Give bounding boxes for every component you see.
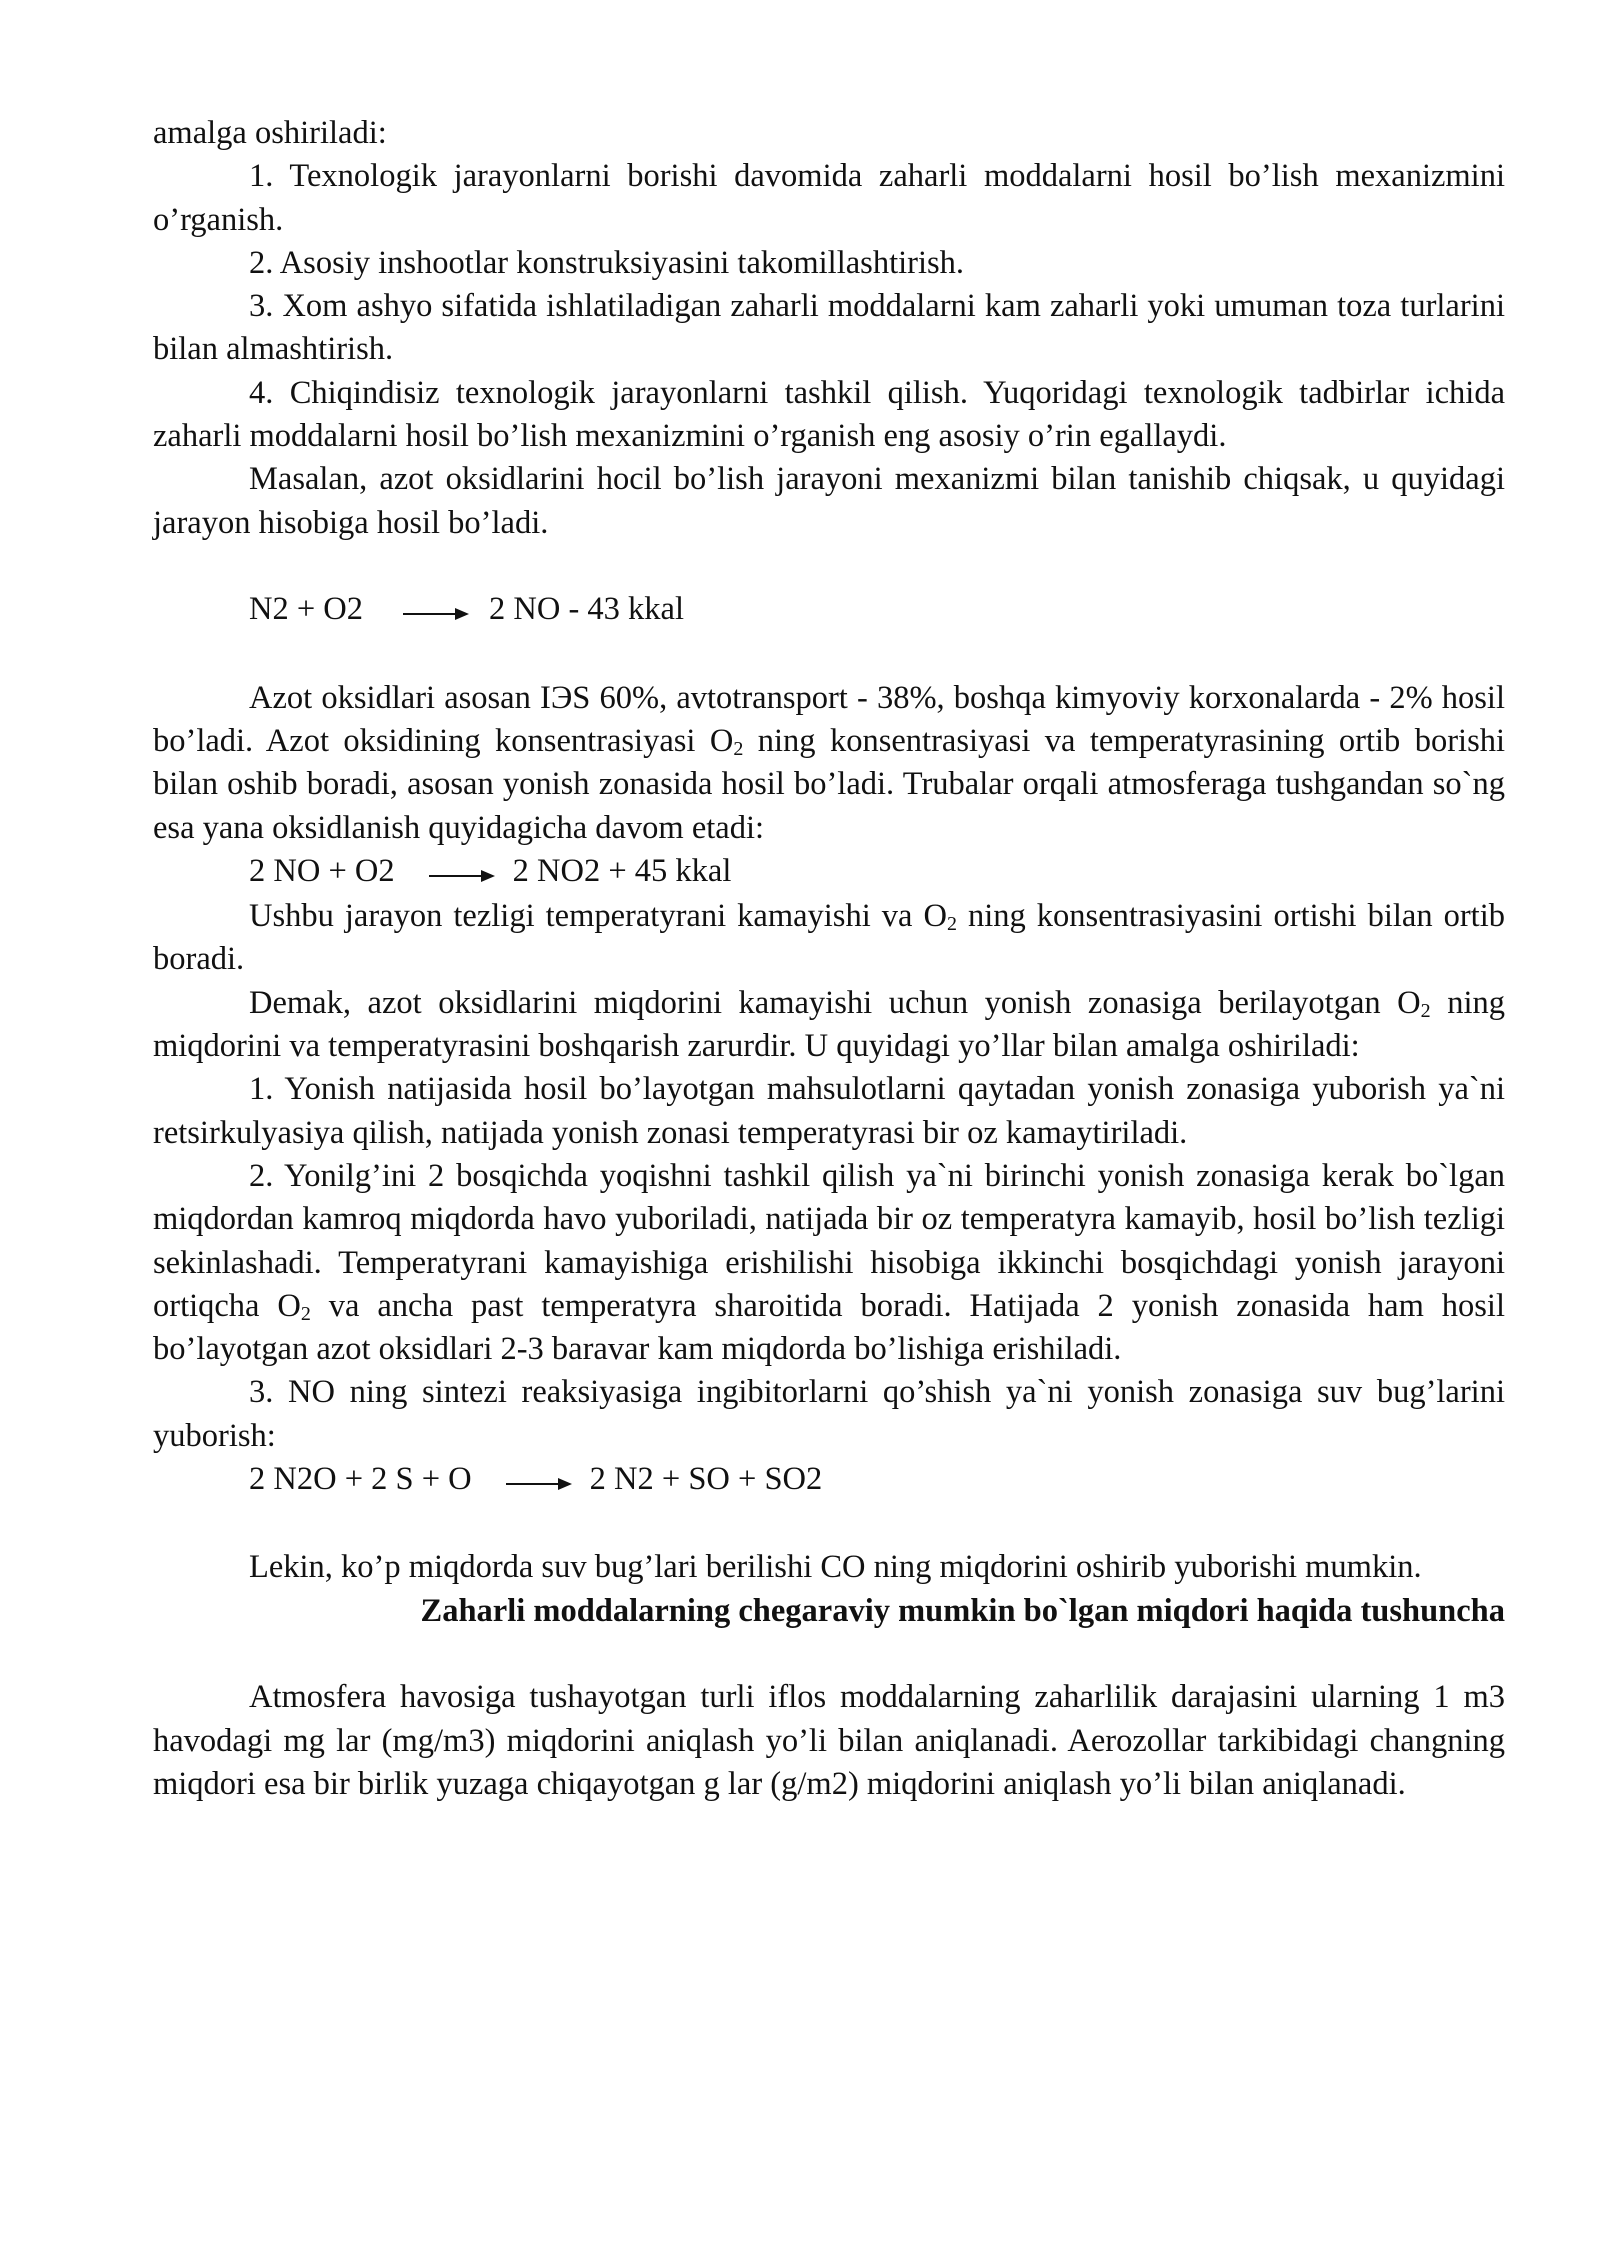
- method-item-1: 1. Yonish natijasida hosil bo’layotgan mahsulotlarni qaytadan yonish zonasiga yuborish ya`ni retsirkulyasiya qilish, natijada yonish zonasi temperatyrasi bir oz kamaytiriladi.: [153, 1071, 1505, 1151]
- text-run: Azot oksidlari asosan IЭS 60%, avtotransport - 38%, boshqa kimyoviy korxonalarda - 2% hosil bo’ladi. Azot oksidining konsentrasiyasi O: [153, 679, 1505, 760]
- document-page: [153, 112, 1505, 1806]
- method-item-2: [153, 1155, 1505, 1371]
- equation-3-left: 2 N2O + 2 S + O: [249, 1460, 472, 1497]
- paragraph-lekin: Lekin, ko’p miqdorda suv bug’lari berilishi CO ning miqdorini oshirib yuborishi mumkin.: [249, 1549, 1422, 1586]
- text-run: ning miqdorini va temperatyrasini boshqarish zarurdir. U quyidagi yo’llar bilan amalga oshiriladi:: [153, 984, 1505, 1065]
- list-item-3: 3. Xom ashyo sifatida ishlatiladigan zaharli moddalarni kam zaharli yoki umuman toza turlarini bilan almashtirish.: [153, 288, 1505, 368]
- equation-2-right: 2 NO2 + 45 kkal: [512, 852, 732, 889]
- equation-1-right: 2 NO - 43 kkal: [489, 591, 684, 628]
- paragraph-azot: [153, 677, 1505, 850]
- paragraph-masalan: Masalan, azot oksidlarini hocil bo’lish jarayoni mexanizmi bilan tanishib chiqsak, u quyidagi jarayon hisobiga hosil bo’ladi.: [153, 461, 1505, 541]
- paragraph-atmosfera: Atmosfera havosiga tushayotgan turli iflos moddalarning zaharlilik darajasini ularning 1 m3 havodagi mg lar (mg/m3) miqdorini aniqlash yo’li bilan aniqlanadi. Aerozollar tarkibidagi changning miqdori esa bir birlik yuzaga chiqayotgan g lar (g/m2) miqdorini aniqlash yo’li bilan aniqlanadi.: [153, 1679, 1505, 1802]
- equation-1-left: N2 + O2: [249, 591, 364, 628]
- section-heading: Zaharli moddalarning chegaraviy mumkin bo`lgan miqdori haqida tushuncha: [420, 1592, 1505, 1629]
- spacer: [153, 1503, 1505, 1546]
- intro-line: amalga oshiriladi:: [153, 115, 387, 151]
- text-run: Demak, azot oksidlarini miqdorini kamayishi uchun yonish zonasiga berilayotgan O: [249, 984, 1421, 1021]
- subscript: 2: [300, 1302, 311, 1325]
- subscript: 2: [733, 738, 744, 761]
- subscript: 2: [1420, 999, 1431, 1022]
- text-run: ning konsentrasiyasi va temperatyrasining ortib borishi bilan oshib boradi, asosan yonish zonasida hosil bo’ladi. Trubalar orqali atmosferaga tushgandan so`ng esa yana oksidlanish quyidagicha davom etadi:: [153, 723, 1506, 846]
- reaction-arrow-icon: [429, 852, 495, 895]
- spacer: [153, 1633, 1505, 1676]
- list-item-2: 2. Asosiy inshootlar konstruksiyasini takomillashtirish.: [249, 244, 964, 281]
- subscript: 2: [946, 913, 957, 936]
- list-item-1: 1. Texnologik jarayonlarni borishi davomida zaharli moddalarni hosil bo’lish mexanizmini o’rganish.: [153, 158, 1505, 238]
- equation-3: [153, 1458, 1505, 1503]
- text-run: Ushbu jarayon tezligi temperatyrani kamayishi va O: [249, 898, 947, 935]
- equation-2: [153, 850, 1505, 895]
- equation-2-left: 2 NO + O2: [249, 852, 395, 889]
- equation-3-right: 2 N2 + SO + SO2: [589, 1460, 823, 1497]
- text-run: va ancha past temperatyra sharoitida boradi. Hatijada 2 yonish zonasida ham hosil bo’layotgan azot oksidlari 2-3 baravar kam miqdorda bo’lishiga erishiladi.: [153, 1287, 1505, 1368]
- spacer: [153, 545, 1505, 588]
- reaction-arrow-icon: [506, 1460, 572, 1503]
- paragraph-ushbu: [153, 895, 1505, 982]
- list-item-4: 4. Chiqindisiz texnologik jarayonlarni tashkil qilish. Yuqoridagi texnologik tadbirlar ichida zaharli moddalarni hosil bo’lish mexanizmini o’rganish eng asosiy o’rin egallaydi.: [153, 374, 1505, 455]
- method-item-3: 3. NO ning sintezi reaksiyasiga ingibitorlarni qo’shish ya`ni yonish zonasiga suv bug’larini yuborish:: [153, 1374, 1505, 1454]
- equation-1: [153, 588, 1505, 633]
- spacer: [153, 633, 1505, 676]
- paragraph-demak: [153, 982, 1505, 1069]
- reaction-arrow-icon: [403, 590, 469, 633]
- text-run: 2. Yonilg’ini 2 bosqichda yoqishni tashkil qilish ya`ni birinchi yonish zonasiga kerak bo`lgan miqdordan kamroq miqdorda havo yuboriladi, natijada bir oz temperatyra kamayib, hosil bo’lish tezligi sekinlashadi. Temperatyrani kamayishiga erishilishi hisobiga ikkinchi bosqichdagi yonish jarayoni ortiqcha O: [153, 1157, 1505, 1324]
- text-run: ning konsentrasiyasini ortishi bilan ortib boradi.: [153, 898, 1505, 978]
